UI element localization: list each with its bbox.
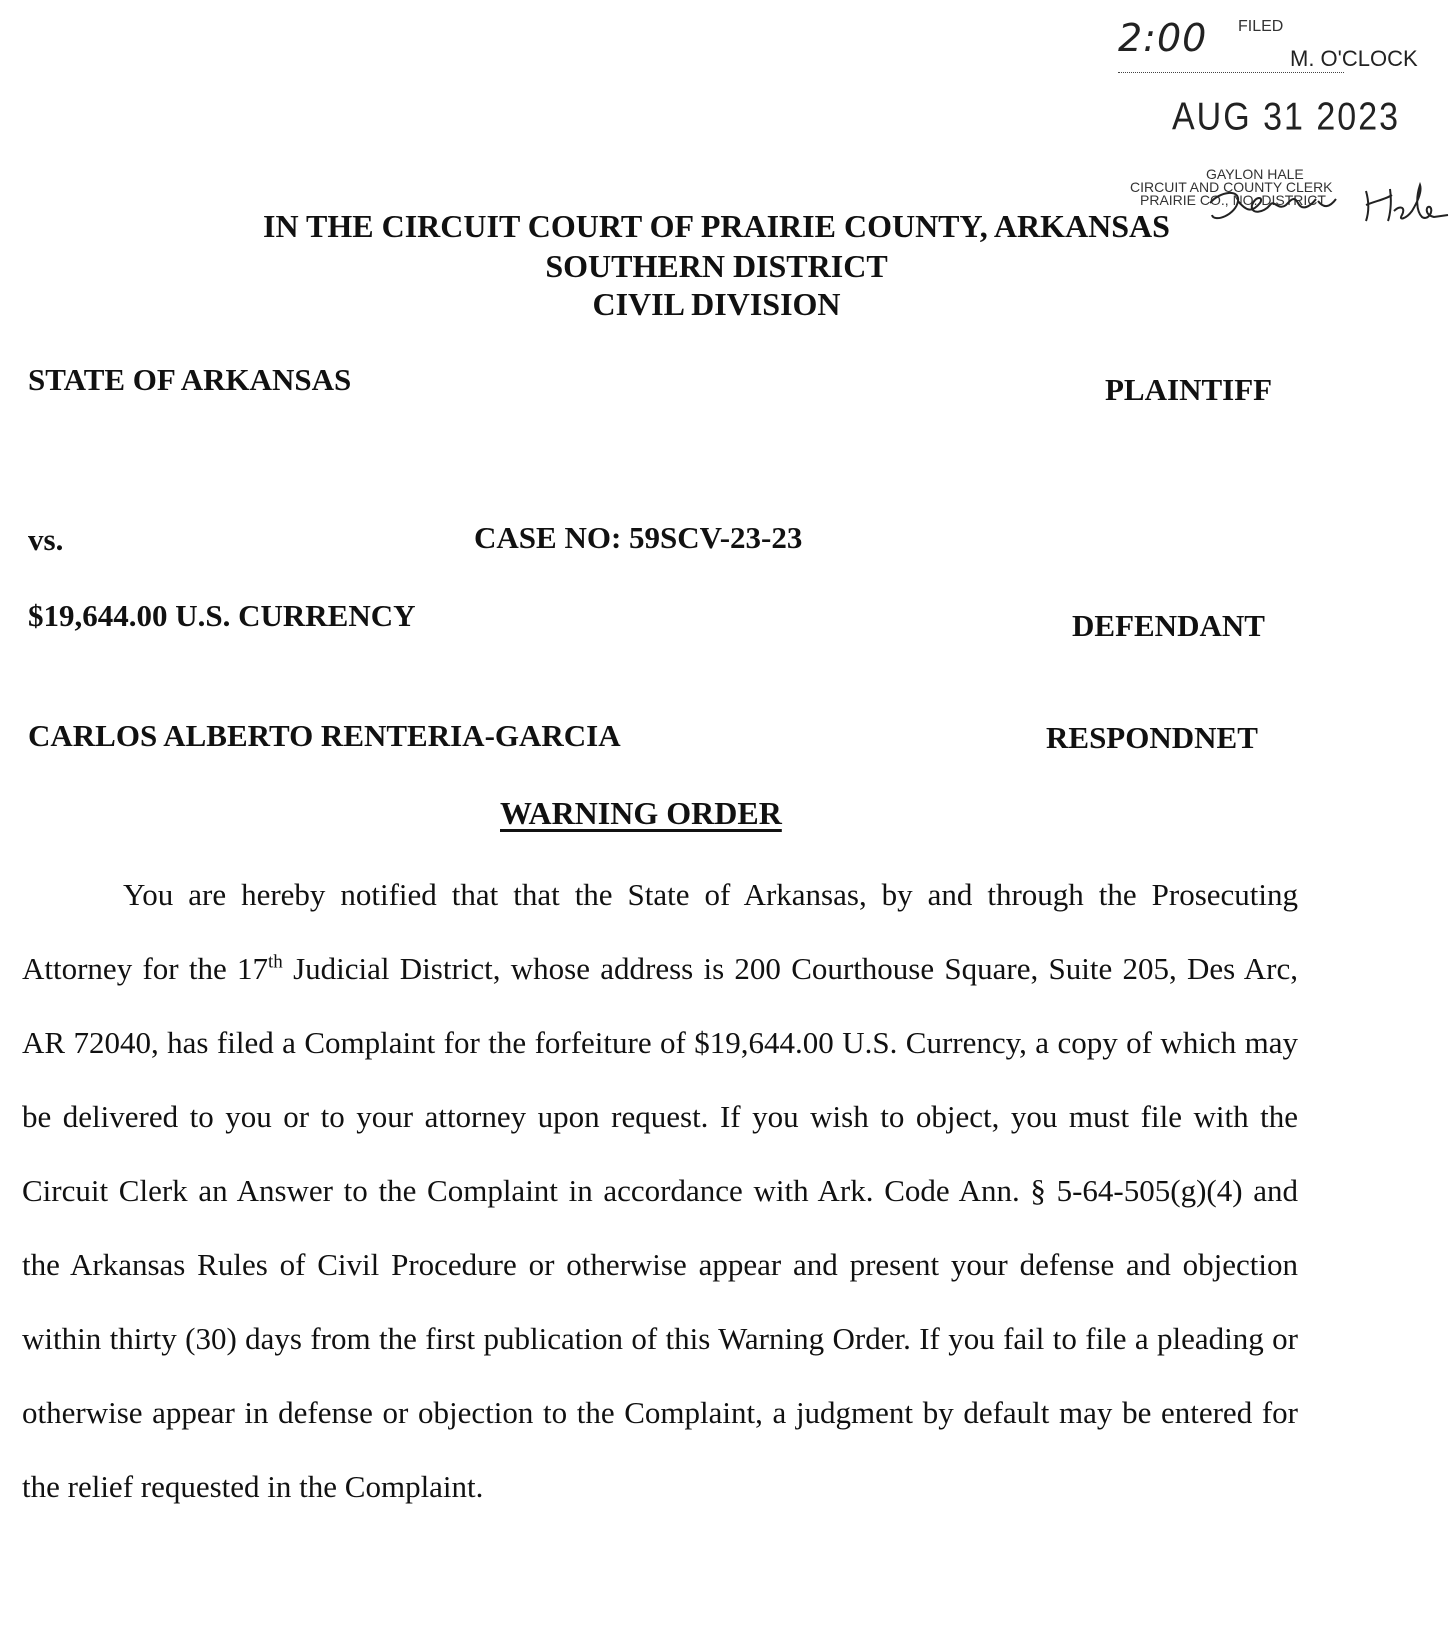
versus-label: vs. <box>28 522 64 557</box>
order-body-part-2: Judicial District, whose address is 200 Courthouse Square, Suite 205, Des Arc, AR 72040, has filed a Complaint for the forfeiture of $19,644.00 U.S. Currency, a copy of which may be delivered to you or to your attorney upon request. If you wish to object, you must file with the Circuit Clerk an Answer to the Complaint in accordance with Ark. Code Ann. § 5-64-505(g)(4) and the Arkansas Rules of Civil Procedure or otherwise appear and present your defense and objection within thirty (30) days from the first publication of this Warning Order. If you fail to file a pleading or otherwise appear in defense or objection to the Complaint, a judgment by default may be entered for the relief requested in the Complaint. <box>22 951 1299 1504</box>
defendant-name: $19,644.00 U.S. CURRENCY <box>28 598 416 633</box>
stamp-filed-label: FILED <box>1238 18 1284 35</box>
plaintiff-name: STATE OF ARKANSAS <box>28 362 352 397</box>
court-name: IN THE CIRCUIT COURT OF PRAIRIE COUNTY, ARKANSAS <box>263 208 1170 244</box>
order-body <box>22 858 1298 1524</box>
court-division: CIVIL DIVISION <box>592 286 841 322</box>
ordinal-suffix: th <box>268 951 283 973</box>
filing-stamp <box>1110 16 1450 236</box>
court-district: SOUTHERN DISTRICT <box>545 248 888 284</box>
stamp-clerk-name: GAYLON HALE <box>1206 166 1304 182</box>
defendant-role: DEFENDANT <box>1072 608 1265 643</box>
respondent-role: RESPONDNET <box>1046 720 1258 755</box>
order-title: WARNING ORDER <box>500 795 782 831</box>
stamp-date: AUG 31 2023 <box>1172 95 1401 139</box>
stamp-divider <box>1118 72 1344 73</box>
stamp-oclock-label: M. O'CLOCK <box>1290 46 1418 71</box>
respondent-name: CARLOS ALBERTO RENTERIA-GARCIA <box>28 718 621 753</box>
plaintiff-role: PLAINTIFF <box>1105 372 1273 407</box>
stamp-clerk-title: CIRCUIT AND COUNTY CLERK <box>1130 179 1333 195</box>
stamp-time: 2:00 <box>1118 16 1208 60</box>
order-body-part-1: You are hereby notified that that the State of Arkansas, by and through the Prosecuting Attorney for the 17 <box>22 877 1298 986</box>
case-number: CASE NO: 59SCV-23-23 <box>474 520 803 555</box>
stamp-clerk-district: PRAIRIE CO., NO. DISTRICT <box>1140 192 1326 208</box>
